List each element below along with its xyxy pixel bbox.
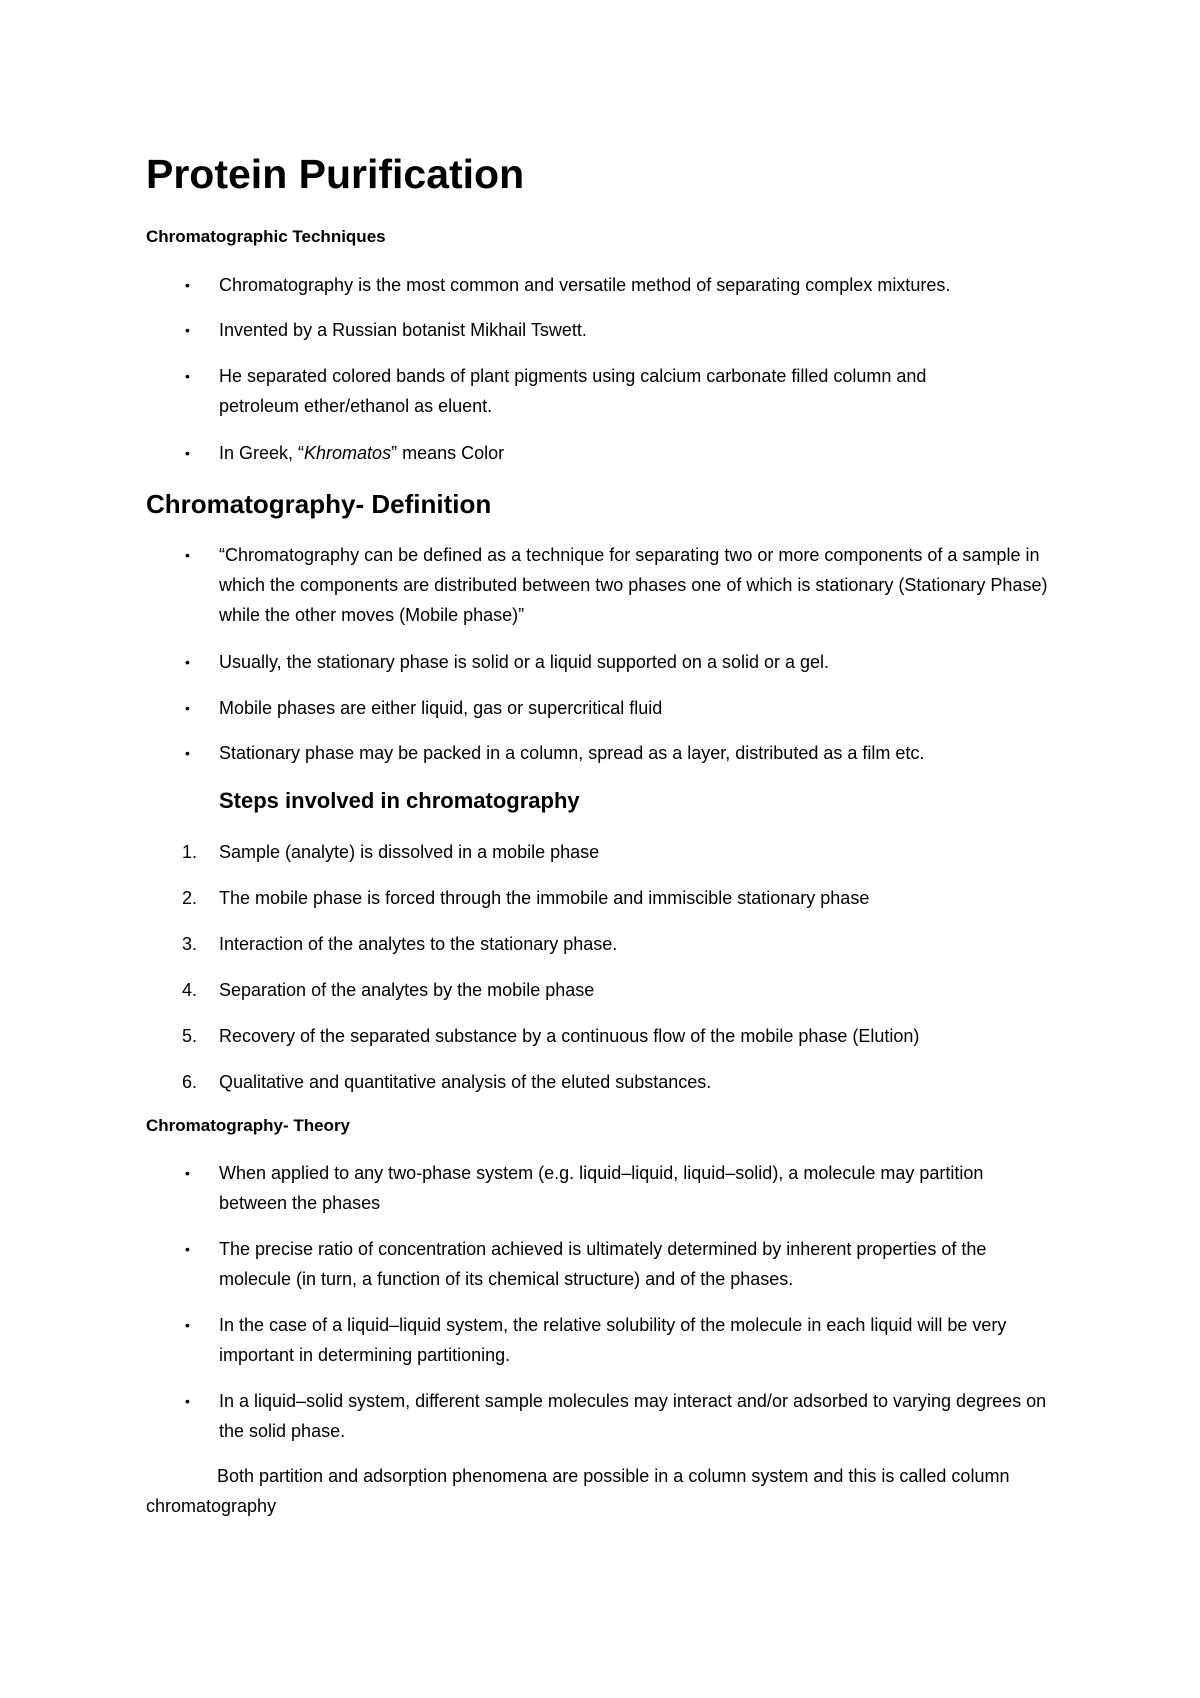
list-item-text: Sample (analyte) is dissolved in a mobile phase — [219, 842, 600, 862]
list-item-text: When applied to any two-phase system (e.g. liquid–liquid, liquid–solid), a molecule may partition between the phases — [219, 1163, 984, 1213]
bullet-icon: • — [185, 1393, 190, 1409]
list-item-text: The precise ratio of concentration achieved is ultimately determined by inherent properties of the molecule (in turn, a function of its chemical structure) and of the phases. — [219, 1239, 987, 1289]
bullet-list-chromatographic-techniques-4 — [146, 438, 1076, 468]
bullet-icon: • — [185, 654, 190, 670]
bullet-icon: • — [185, 368, 190, 384]
bullet-icon: • — [185, 322, 190, 338]
bullet-list-definition — [146, 540, 1076, 630]
list-item-text: Recovery of the separated substance by a continuous flow of the mobile phase (Elution) — [219, 1026, 920, 1046]
greek-word: Khromatos — [304, 443, 392, 463]
list-item-text: Chromatography is the most common and versatile method of separating complex mixtures. — [219, 275, 951, 295]
list-item-text: Stationary phase may be packed in a column, spread as a layer, distributed as a film etc. — [219, 743, 925, 763]
list-item — [146, 975, 1076, 1005]
list-item-text: The mobile phase is forced through the immobile and immiscible stationary phase — [219, 888, 870, 908]
bullet-icon: • — [185, 277, 190, 293]
list-item-text: He separated colored bands of plant pigments using calcium carbonate filled column and petroleum ether/ethanol as eluent. — [219, 366, 927, 416]
bullet-list-definition-3 — [146, 693, 1076, 723]
section-heading-definition: Chromatography- Definition — [146, 489, 492, 519]
list-item-text: Separation of the analytes by the mobile phase — [219, 980, 595, 1000]
list-item — [146, 693, 1076, 723]
step-number: 6. — [182, 1072, 198, 1092]
numbered-list-steps — [146, 837, 1076, 1097]
list-item-text: Qualitative and quantitative analysis of the eluted substances. — [219, 1072, 712, 1092]
list-item — [146, 270, 1076, 300]
bullet-icon: • — [185, 547, 190, 563]
bullet-list-definition-4 — [146, 738, 1076, 768]
section-heading-steps: Steps involved in chromatography — [219, 788, 580, 813]
step-number: 5. — [182, 1026, 198, 1046]
list-item — [146, 315, 1076, 345]
closing-paragraph: Both partition and adsorption phenomena are possible in a column system and this is called column chromatography — [146, 1466, 1010, 1516]
list-item — [146, 361, 1076, 421]
list-item-text: Invented by a Russian botanist Mikhail Tswett. — [219, 320, 587, 340]
step-number: 4. — [182, 980, 198, 1000]
bullet-icon: • — [185, 445, 190, 461]
list-item — [146, 837, 1076, 867]
bullet-list-theory-3 — [146, 1310, 1076, 1370]
list-item — [146, 540, 1076, 630]
step-number: 2. — [182, 888, 198, 908]
list-item — [146, 1234, 1076, 1294]
section-heading-chromatographic-techniques: Chromatographic Techniques — [146, 227, 386, 246]
list-item — [146, 438, 1076, 468]
list-item — [146, 647, 1076, 677]
bullet-list-chromatographic-techniques — [146, 270, 1076, 300]
list-item — [146, 929, 1076, 959]
greek-prefix: In Greek, “ — [219, 443, 305, 463]
bullet-list-theory-2 — [146, 1234, 1076, 1294]
bullet-icon: • — [185, 745, 190, 761]
list-item — [146, 1021, 1076, 1051]
list-item — [146, 1310, 1076, 1370]
bullet-icon: • — [185, 1241, 190, 1257]
list-item — [146, 883, 1076, 913]
bullet-list-chromatographic-techniques-2 — [146, 315, 1076, 345]
page-title: Protein Purification — [146, 151, 525, 197]
list-item-text: In the case of a liquid–liquid system, the relative solubility of the molecule in each liquid will be very important in determining partitioning. — [219, 1315, 1007, 1365]
bullet-list-definition-2 — [146, 647, 1076, 677]
step-number: 1. — [182, 842, 198, 862]
bullet-icon: • — [185, 1317, 190, 1333]
list-item — [146, 1386, 1076, 1446]
list-item-text: Interaction of the analytes to the stationary phase. — [219, 934, 618, 954]
list-item-text: In a liquid–solid system, different sample molecules may interact and/or adsorbed to varying degrees on the solid phase. — [219, 1391, 1047, 1441]
section-heading-theory: Chromatography- Theory — [146, 1116, 351, 1135]
list-item-text: “Chromatography can be defined as a technique for separating two or more components of a sample in which the components are distributed between two phases one of which is stationary (Stationary Phase) while the other moves (Mobile phase)” — [219, 545, 1048, 625]
list-item — [146, 1067, 1076, 1097]
bullet-icon: • — [185, 700, 190, 716]
bullet-list-theory — [146, 1158, 1076, 1218]
list-item-text: Usually, the stationary phase is solid or a liquid supported on a solid or a gel. — [219, 652, 830, 672]
list-item — [146, 1158, 1076, 1218]
bullet-list-chromatographic-techniques-3 — [146, 361, 1076, 421]
list-item — [146, 738, 1076, 768]
step-number: 3. — [182, 934, 198, 954]
bullet-icon: • — [185, 1165, 190, 1181]
list-item-text: Mobile phases are either liquid, gas or supercritical fluid — [219, 698, 663, 718]
bullet-list-theory-4 — [146, 1386, 1076, 1446]
greek-suffix: ” means Color — [391, 443, 505, 463]
